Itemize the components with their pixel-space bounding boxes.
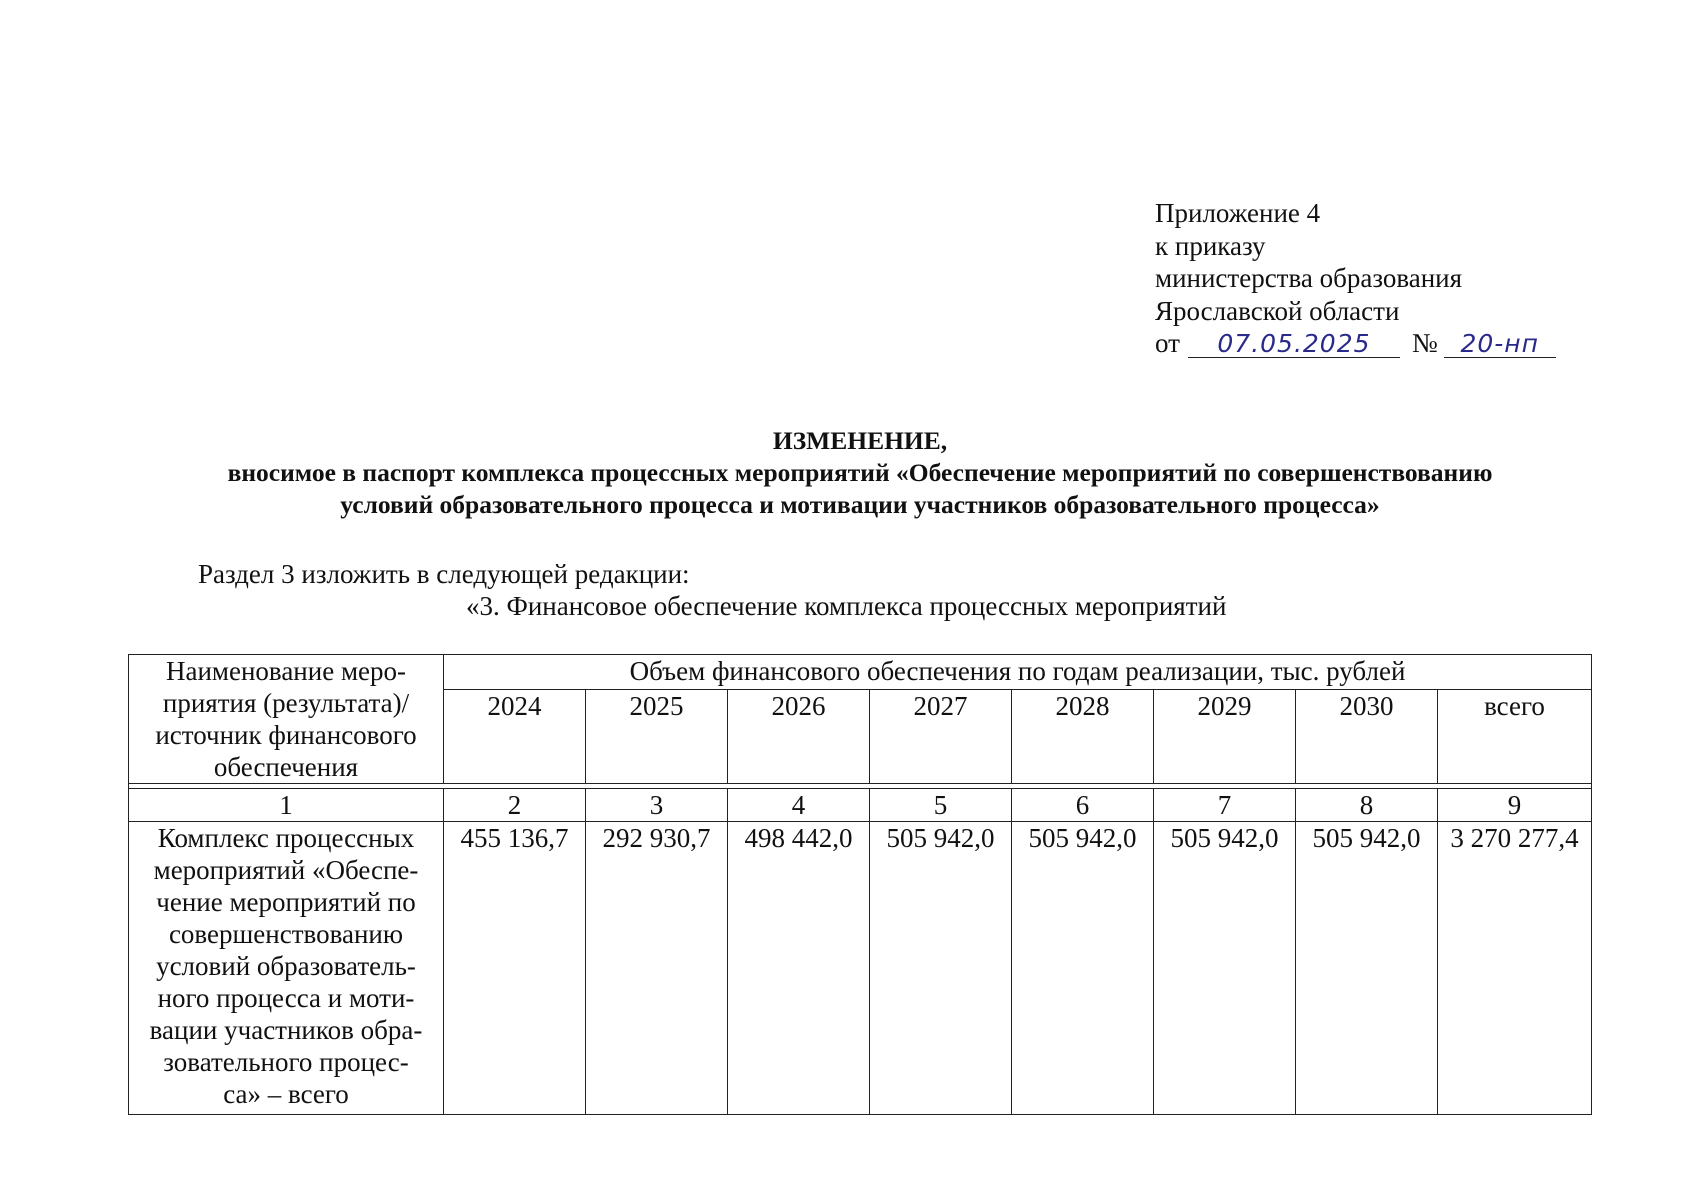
appendix-line-3: министерства образования	[1155, 263, 1463, 293]
value-cell: 505 942,0	[1154, 822, 1296, 1115]
total-value-cell: 3 270 277,4	[1438, 822, 1592, 1115]
table-row	[129, 822, 1592, 1115]
value-cell: 505 942,0	[1296, 822, 1438, 1115]
title-line-2: вносимое в паспорт комплекса процессных мероприятий «Обеспечение мероприятий по совершенствованию	[227, 458, 1493, 487]
value-cell: 505 942,0	[870, 822, 1012, 1115]
intro-text: Раздел 3 изложить в следующей редакции:	[198, 559, 690, 589]
row-name: Комплекс процессных мероприятий «Обеспе- чение мероприятий по совершенствованию условий образователь- ного процесса и моти- вации участников обра- зовательного процес- са» – всего	[129, 822, 444, 1115]
section-title: «3. Финансовое обеспечение комплекса процессных мероприятий	[466, 591, 1227, 621]
handwritten-date: 07.05.2025	[1188, 331, 1400, 358]
appendix-date-line	[1155, 327, 1556, 360]
group-header: Объем финансового обеспечения по годам реализации, тыс. рублей	[444, 655, 1592, 690]
appendix-line-4: Ярославской области	[1155, 295, 1400, 326]
value-cell: 292 930,7	[586, 822, 728, 1115]
title-heading: ИЗМЕНЕНИЕ,	[772, 426, 948, 455]
year-header: 2027	[870, 689, 1012, 783]
value-cell: 498 442,0	[728, 822, 870, 1115]
year-header: 2024	[444, 689, 586, 783]
year-header: 2025	[586, 689, 728, 783]
total-header: всего	[1438, 689, 1592, 783]
year-header: 2028	[1012, 689, 1154, 783]
column-number: 7	[1154, 789, 1296, 822]
from-label: от	[1155, 328, 1180, 358]
column-number: 8	[1296, 789, 1438, 822]
year-header: 2030	[1296, 689, 1438, 783]
value-cell: 505 942,0	[1012, 822, 1154, 1115]
column-number: 6	[1012, 789, 1154, 822]
column-number: 3	[586, 789, 728, 822]
year-header: 2026	[728, 689, 870, 783]
column-number: 9	[1438, 789, 1592, 822]
year-header: 2029	[1154, 689, 1296, 783]
number-label: №	[1411, 328, 1438, 358]
column-number: 5	[870, 789, 1012, 822]
handwritten-number: 20-нп	[1444, 331, 1556, 358]
appendix-block	[1155, 197, 1556, 360]
appendix-line-2: к приказу	[1155, 230, 1266, 261]
column-number: 4	[728, 789, 870, 822]
column-number-row	[129, 789, 1592, 822]
document-title	[120, 425, 1600, 521]
appendix-line-1: Приложение 4	[1155, 198, 1321, 228]
value-cell: 455 136,7	[444, 822, 586, 1115]
col1-header: Наименование меро- приятия (результата)/ источник финансового обеспечения	[129, 655, 444, 784]
financing-table	[128, 654, 1592, 1115]
column-number: 1	[129, 789, 444, 822]
title-line-3: условий образовательного процесса и мотивации участников образовательного процесса»	[340, 490, 1380, 519]
column-number: 2	[444, 789, 586, 822]
